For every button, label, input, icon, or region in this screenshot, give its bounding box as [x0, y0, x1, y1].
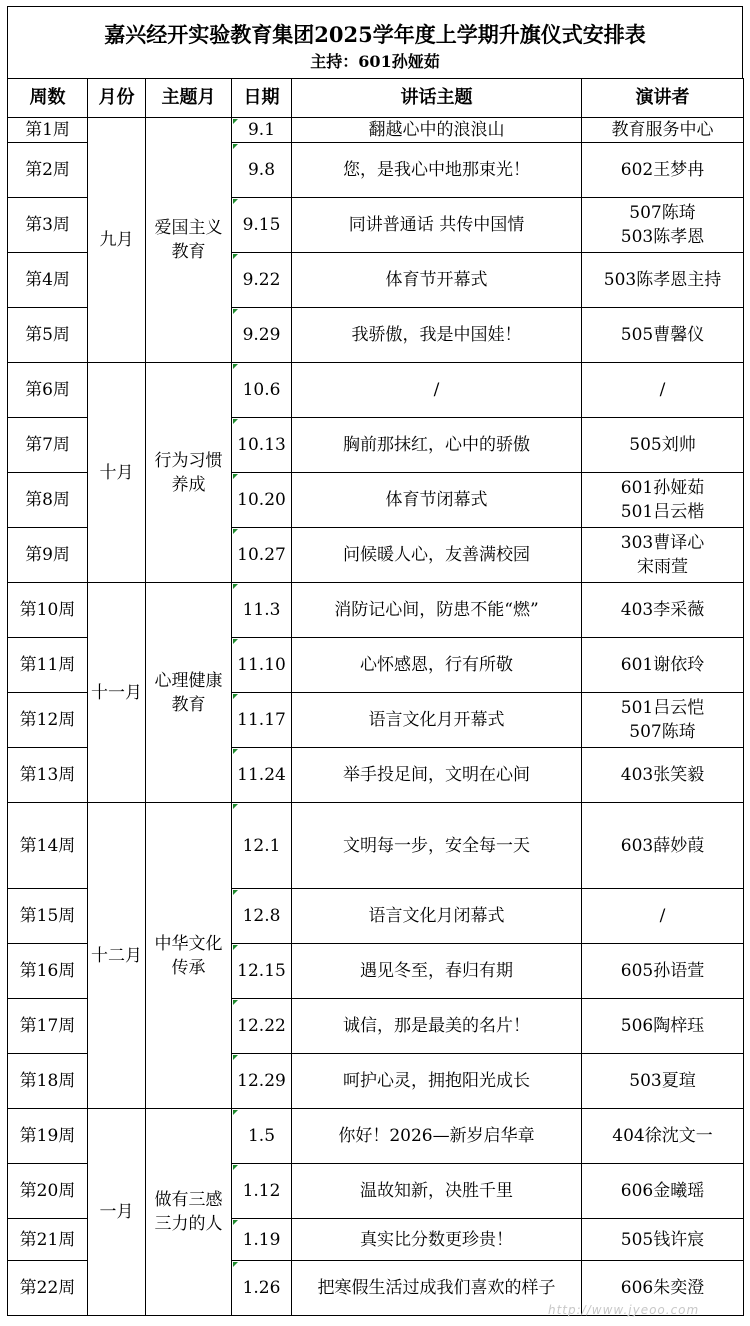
speaker-cell: 603薛妙葭: [582, 803, 744, 889]
date-cell: 12.15: [232, 944, 292, 999]
date-cell: 11.17: [232, 693, 292, 748]
week-cell: 第22周: [8, 1261, 88, 1316]
date-cell: 9.1: [232, 118, 292, 143]
week-cell: 第9周: [8, 528, 88, 583]
speaker-cell: /: [582, 889, 744, 944]
speaker-cell: 403李采薇: [582, 583, 744, 638]
week-cell: 第6周: [8, 363, 88, 418]
topic-cell: 翻越心中的浪浪山: [292, 118, 582, 143]
speaker-cell: 503夏瑄: [582, 1054, 744, 1109]
header-theme-month: 主题月: [146, 79, 232, 118]
host-line: 主持：601孙娅茹: [310, 52, 440, 71]
week-cell: 第5周: [8, 308, 88, 363]
week-cell: 第10周: [8, 583, 88, 638]
week-cell: 第16周: [8, 944, 88, 999]
topic-cell: 举手投足间，文明在心间: [292, 748, 582, 803]
date-cell: 1.19: [232, 1219, 292, 1261]
header-topic: 讲话主题: [292, 79, 582, 118]
date-cell: 10.27: [232, 528, 292, 583]
date-cell: 9.15: [232, 198, 292, 253]
theme-cell: 中华文化传承: [146, 803, 232, 1109]
topic-cell: 遇见冬至，春归有期: [292, 944, 582, 999]
week-cell: 第3周: [8, 198, 88, 253]
topic-cell: 您，是我心中地那束光！: [292, 143, 582, 198]
topic-cell: 体育节开幕式: [292, 253, 582, 308]
header-date: 日期: [232, 79, 292, 118]
speaker-cell: 606金曦瑶: [582, 1164, 744, 1219]
header-week: 周数: [8, 79, 88, 118]
date-cell: 9.8: [232, 143, 292, 198]
date-cell: 10.13: [232, 418, 292, 473]
topic-cell: 语言文化月开幕式: [292, 693, 582, 748]
speaker-cell: 506陶梓珏: [582, 999, 744, 1054]
table-row: [8, 118, 744, 143]
week-cell: 第20周: [8, 1164, 88, 1219]
topic-cell: /: [292, 363, 582, 418]
speaker-cell: /: [582, 363, 744, 418]
date-cell: 1.5: [232, 1109, 292, 1164]
week-cell: 第8周: [8, 473, 88, 528]
table-row: [8, 803, 744, 889]
month-cell: 一月: [88, 1109, 146, 1316]
week-cell: 第4周: [8, 253, 88, 308]
date-cell: 11.10: [232, 638, 292, 693]
speaker-cell: 501吕云恺 507陈琦: [582, 693, 744, 748]
week-cell: 第1周: [8, 118, 88, 143]
topic-cell: 诚信，那是最美的名片！: [292, 999, 582, 1054]
watermark: http://www.jyeoo.com: [548, 1303, 700, 1317]
date-cell: 11.24: [232, 748, 292, 803]
topic-cell: 我骄傲，我是中国娃！: [292, 308, 582, 363]
table-row: [8, 583, 744, 638]
week-cell: 第11周: [8, 638, 88, 693]
date-cell: 9.22: [232, 253, 292, 308]
page-title: 嘉兴经开实验教育集团2025学年度上学期升旗仪式安排表: [104, 22, 646, 47]
date-cell: 12.8: [232, 889, 292, 944]
speaker-cell: 602王梦冉: [582, 143, 744, 198]
table-row: [8, 363, 744, 418]
week-cell: 第12周: [8, 693, 88, 748]
theme-cell: 爱国主义教育: [146, 118, 232, 363]
topic-cell: 体育节闭幕式: [292, 473, 582, 528]
topic-cell: 心怀感恩，行有所敬: [292, 638, 582, 693]
week-cell: 第19周: [8, 1109, 88, 1164]
week-cell: 第17周: [8, 999, 88, 1054]
date-cell: 10.6: [232, 363, 292, 418]
header-month: 月份: [88, 79, 146, 118]
week-cell: 第14周: [8, 803, 88, 889]
speaker-cell: 503陈孝恩主持: [582, 253, 744, 308]
speaker-cell: 505钱许宸: [582, 1219, 744, 1261]
week-cell: 第13周: [8, 748, 88, 803]
topic-cell: 同讲普通话 共传中国情: [292, 198, 582, 253]
speaker-cell: 505刘帅: [582, 418, 744, 473]
topic-cell: 真实比分数更珍贵！: [292, 1219, 582, 1261]
speaker-cell: 601谢依玲: [582, 638, 744, 693]
topic-cell: 你好！2026—新岁启华章: [292, 1109, 582, 1164]
topic-cell: 把寒假生活过成我们喜欢的样子: [292, 1261, 582, 1316]
date-cell: 12.29: [232, 1054, 292, 1109]
theme-cell: 做有三感三力的人: [146, 1109, 232, 1316]
week-cell: 第15周: [8, 889, 88, 944]
table-header-row: [8, 79, 744, 118]
date-cell: 11.3: [232, 583, 292, 638]
date-cell: 1.12: [232, 1164, 292, 1219]
speaker-cell: 601孙娅茹 501吕云楷: [582, 473, 744, 528]
schedule-table: [7, 78, 744, 1316]
speaker-cell: 404徐沈文一: [582, 1109, 744, 1164]
speaker-cell: 403张笑毅: [582, 748, 744, 803]
date-cell: 1.26: [232, 1261, 292, 1316]
theme-cell: 心理健康教育: [146, 583, 232, 803]
header-speaker: 演讲者: [582, 79, 744, 118]
week-cell: 第2周: [8, 143, 88, 198]
table-row: [8, 1109, 744, 1164]
date-cell: 12.1: [232, 803, 292, 889]
month-cell: 十一月: [88, 583, 146, 803]
week-cell: 第18周: [8, 1054, 88, 1109]
topic-cell: 问候暖人心，友善满校园: [292, 528, 582, 583]
date-cell: 12.22: [232, 999, 292, 1054]
speaker-cell: 606朱奕澄: [582, 1261, 744, 1316]
speaker-cell: 303曹译心 宋雨萱: [582, 528, 744, 583]
topic-cell: 文明每一步，安全每一天: [292, 803, 582, 889]
week-cell: 第21周: [8, 1219, 88, 1261]
topic-cell: 消防记心间，防患不能“燃”: [292, 583, 582, 638]
schedule-sheet: [7, 6, 743, 1318]
speaker-cell: 教育服务中心: [582, 118, 744, 143]
speaker-cell: 605孙语萱: [582, 944, 744, 999]
month-cell: 九月: [88, 118, 146, 363]
topic-cell: 胸前那抹红，心中的骄傲: [292, 418, 582, 473]
date-cell: 9.29: [232, 308, 292, 363]
title-block: [7, 6, 743, 79]
topic-cell: 语言文化月闭幕式: [292, 889, 582, 944]
topic-cell: 呵护心灵，拥抱阳光成长: [292, 1054, 582, 1109]
week-cell: 第7周: [8, 418, 88, 473]
month-cell: 十二月: [88, 803, 146, 1109]
speaker-cell: 505曹馨仪: [582, 308, 744, 363]
date-cell: 10.20: [232, 473, 292, 528]
month-cell: 十月: [88, 363, 146, 583]
theme-cell: 行为习惯养成: [146, 363, 232, 583]
speaker-cell: 507陈琦 503陈孝恩: [582, 198, 744, 253]
topic-cell: 温故知新，决胜千里: [292, 1164, 582, 1219]
